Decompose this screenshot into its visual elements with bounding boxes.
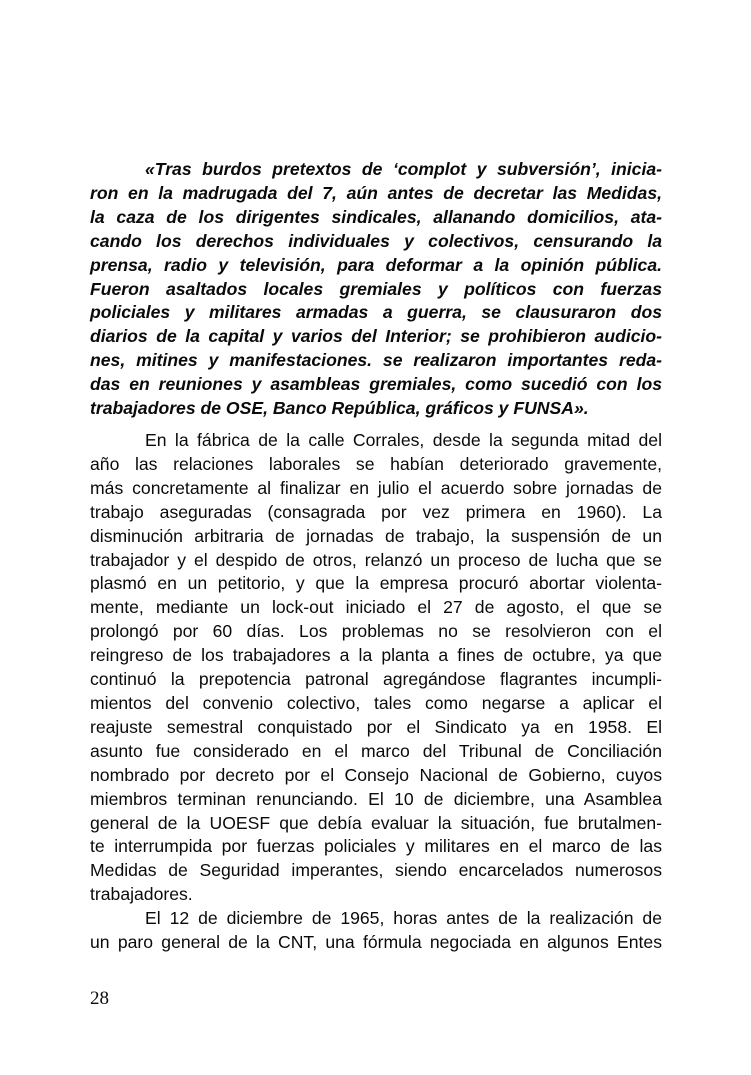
paragraph-line: mientos del convenio colectivo, tales como negarse a aplicar el — [90, 692, 662, 713]
paragraph-line: El 12 de diciembre de 1965, horas antes de la realización de — [145, 908, 662, 929]
quote-line: la caza de los dirigentes sindicales, allanando domicilios, ata- — [90, 206, 662, 227]
paragraph-line: continuó la prepotencia patronal agregándose flagrantes incumpli- — [90, 669, 662, 690]
paragraph-line: En la fábrica de la calle Corrales, desde la segunda mitad del — [145, 430, 662, 450]
quote-line: ron en la madrugada del 7, aún antes de decretar las Medidas, — [90, 182, 662, 203]
paragraph-line: reajuste semestral conquistado por el Sindicato ya en 1958. El — [90, 716, 662, 737]
paragraph-line: plasmó en un petitorio, y que la empresa procuró abortar violenta- — [90, 573, 662, 594]
quote-line: cando los derechos individuales y colectivos, censurando la — [90, 230, 662, 251]
quote-line: nes, mitines y manifestaciones. se realizaron importantes reda- — [90, 350, 662, 371]
quote-line: Fueron asaltados locales gremiales y políticos con fuerzas — [90, 278, 662, 299]
quote-line: «Tras burdos pretextos de ‘complot y subversión’, inicia- — [145, 159, 662, 179]
paragraph-line: te interrumpida por fuerzas policiales y militares en el marco de las — [90, 836, 662, 857]
paragraph-line: un paro general de la CNT, una fórmula negociada en algunos Entes — [90, 932, 662, 953]
paragraph-line: Medidas de Seguridad imperantes, siendo encarcelados numerosos — [90, 860, 662, 881]
paragraph-line: general de la UOESF que debía evaluar la situación, fue brutalmen- — [90, 812, 662, 833]
paragraph-line: trabajo aseguradas (consagrada por vez primera en 1960). La — [90, 501, 662, 522]
paragraph-line: mente, mediante un lock-out iniciado el 27 de agosto, el que se — [90, 597, 662, 618]
paragraph-line: más concretamente al finalizar en julio el acuerdo sobre jornadas de — [90, 477, 662, 498]
quote-line: das en reuniones y asambleas gremiales, como sucedió con los — [90, 374, 662, 395]
paragraph-line: miembros terminan renunciando. El 10 de diciembre, una Asamblea — [90, 788, 662, 809]
paragraph-line: trabajador y el despido de otros, relanzó un proceso de lucha que se — [90, 549, 662, 570]
paragraph-line: año las relaciones laborales se habían deteriorado gravemente, — [90, 453, 662, 474]
quote-line: policiales y militares armadas a guerra, se clausuraron dos — [90, 302, 662, 323]
paragraph-line: nombrado por decreto por el Consejo Nacional de Gobierno, cuyos — [90, 764, 662, 785]
block-quote — [90, 158, 662, 421]
quote-line: prensa, radio y televisión, para deformar a la opinión pública. — [90, 254, 662, 275]
body-text — [90, 429, 662, 955]
page-number: 28 — [90, 988, 109, 1009]
paragraph-line: prolongó por 60 días. Los problemas no se resolvieron con el — [90, 621, 662, 642]
quote-line: diarios de la capital y varios del Interior; se prohibieron audicio- — [90, 326, 662, 347]
paragraph-line: asunto fue considerado en el marco del Tribunal de Conciliación — [90, 740, 662, 761]
paragraph-line: disminución arbitraria de jornadas de trabajo, la suspensión de un — [90, 525, 662, 546]
quote-line: trabajadores de OSE, Banco República, gráficos y FUNSA». — [90, 398, 589, 419]
paragraph-line: reingreso de los trabajadores a la planta a fines de octubre, ya que — [90, 645, 662, 666]
paragraph-line: trabajadores. — [90, 884, 193, 905]
